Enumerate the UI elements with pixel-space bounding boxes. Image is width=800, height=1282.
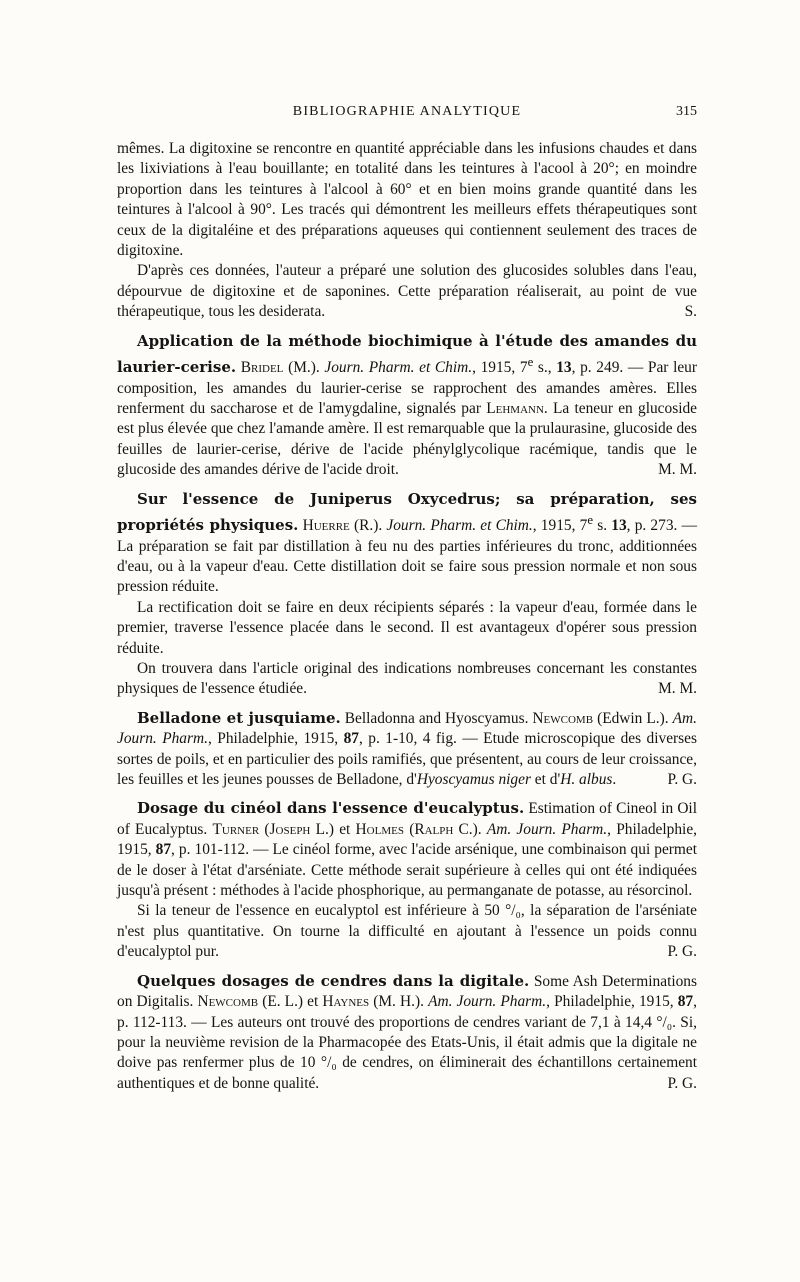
species-name: Hyoscyamus niger <box>416 771 531 789</box>
volume: 87 <box>343 730 359 748</box>
body-text <box>117 139 697 1094</box>
article-digitale: Quelques dosages de cendres dans la digitale. Some Ash Determinations on Digitalis. Newcomb (E. L.) et Haynes (M. H.). Am. Journ. Pharm., Philadelphie, 1915, 87, p. 112-113. — Les auteurs ont trouvé des proportions de cendres variant de 7,1 à 14,4 °/₀. Si, pour la neuvième revision de la Pharmacopée des Etats-Unis, il était admis que la digitale ne doive pas renfermer plus de 10 °/₀ de cendres, on éliminerait des échantillons certainement authentiques et de bonne qualité. P. G. <box>117 971 697 1094</box>
signature: M. M. <box>658 680 697 698</box>
species-name: H. albus <box>560 771 613 789</box>
journal-title: Am. Journ. Pharm. <box>117 709 697 748</box>
signature: P. G. <box>667 1074 697 1092</box>
intro-paragraph-2: D'après ces données, l'auteur a préparé une solution des glucosides solubles dans l'eau, dépourvue de digitoxine et de saponines. Cette préparation réaliserait, au point de vue thérapeutique, tous les desiderata. S. <box>117 261 697 322</box>
header-title: BIBLIOGRAPHIE ANALYTIQUE <box>292 104 522 119</box>
signature: P. G. <box>667 771 697 789</box>
article-cineol-paragraph-2: Si la teneur de l'essence en eucalyptol est inférieure à 50 °/₀, la séparation de l'arséniate n'est plus quantitative. On tourne la difficulté en ajoutant à l'essence un poids connu d'eucalyptol pur. P. G. <box>117 901 697 962</box>
article-laurier-cerise: Application de la méthode biochimique à l'étude des amandes du laurier-cerise. Bridel (M.). Journ. Pharm. et Chim., 1915, 7e s., 13, p. 249. — Par leur composition, les amandes du laurier-cerise se rapprochent des amandes amères. Elles renferment du saccharose et de l'amygdaline, signalés par Lehmann. La teneur en glucoside est plus élevée que chez l'amande amère. Il est remarquable que la prulaurasine, glucoside des feuilles de laurier-cerise, dérive de l'acide phénylglycolique racémique, tandis que le glucoside des amandes dérive de l'acide droit. M. M. <box>117 331 697 481</box>
cited-author: Lehmann <box>486 400 544 417</box>
author-name: Newcomb <box>197 993 259 1011</box>
journal-title: Journ. Pharm. et Chim. <box>386 517 533 535</box>
page-number: 315 <box>676 104 697 119</box>
article-juniperus: Sur l'essence de Juniperus Oxycedrus; sa préparation, ses propriétés physiques. Huerre (R.). Journ. Pharm. et Chim., 1915, 7e s. 13, p. 273. — La préparation se fait par distillation à feu nu des parties inférieures du tronc, additionnées d'eau, ou à la vapeur d'eau. Cette distillation doit se faire sous pression normale et non sous pression réduite. <box>117 489 697 596</box>
article-juniperus-paragraph-3: On trouvera dans l'article original des indications nombreuses concernant les constantes physiques de l'essence étudiée. M. M. <box>117 659 697 700</box>
signature: S. <box>684 303 697 321</box>
article-heading: Sur l'essence de Juniperus Oxycedrus; sa préparation, ses propriétés physiques. <box>117 489 697 535</box>
author-name: Haynes <box>322 993 370 1011</box>
article-juniperus-paragraph-2: La rectification doit se faire en deux récipients séparés : la vapeur d'eau, formée dans le premier, traverse l'essence placée dans le second. Il est avantageux d'opérer sous pression réduite. <box>117 598 697 657</box>
author-name: Newcomb <box>532 709 594 727</box>
article-heading: Application de la méthode biochimique à l'étude des amandes du laurier-cerise. <box>117 331 697 377</box>
journal-title: Journ. Pharm. et Chim. <box>324 359 473 377</box>
volume: 87 <box>155 841 172 859</box>
signature: P. G. <box>667 943 697 961</box>
article-heading: Quelques dosages de cendres dans la digitale. <box>137 971 530 990</box>
article-heading: Belladone et jusquiame. <box>137 708 341 727</box>
article-cineol: Dosage du cinéol dans l'essence d'eucalyptus. Estimation of Cineol in Oil of Eucalyptus. Turner (Joseph L.) et Holmes (Ralph C.). Am. Journ. Pharm., Philadelphie, 1915, 87, p. 101-112. — Le cinéol forme, avec l'acide arsénique, une combinaison qui permet de le doser à l'état d'arséniate. Cette méthode serait supérieure à celles qui ont été indiquées jusqu'à présent : méthodes à l'acide phosphorique, au permanganate de potasse, au résorcinol. <box>117 799 698 900</box>
volume: 87 <box>677 993 694 1011</box>
author-name: Turner <box>212 820 260 838</box>
intro-paragraph-1: mêmes. La digitoxine se rencontre en quantité appréciable dans les infusions chaudes et dans les lixiviations à l'eau bouillante; en totalité dans les teintures à l'acool à 20°; en moindre proportion dans les teintures à l'alcool à 60° et en bien moins grande quantité dans les teintures à l'alcool à 90°. Les tracés qui démontrent les meilleurs effets thérapeutiques sont ceux de la digitaléine et des préparations aqueuses qui contiennent seulement des traces de digitoxine. <box>117 140 697 260</box>
author-name: Huerre <box>302 517 350 535</box>
article-belladone: Belladone et jusquiame. Belladonna and Hyoscyamus. Newcomb (Edwin L.). Am. Journ. Pharm., Philadelphie, 1915, 87, p. 1-10, 4 fig. — Etude microscopique des diverses sortes de poils, et en particulier des poils ramifiés, que présentent, au cours de leur croissance, les feuilles et les jeunes pousses de Belladone, d'Hyoscyamus niger et d'H. albus. P. G. <box>117 708 697 791</box>
volume: 13 <box>556 359 572 377</box>
article-heading: Dosage du cinéol dans l'essence d'eucalyptus. <box>137 799 525 818</box>
signature: M. M. <box>658 461 697 479</box>
author-name: Holmes <box>355 820 404 838</box>
journal-title: Am. Journ. Pharm. <box>428 993 547 1011</box>
running-header <box>117 104 697 124</box>
author-name: Bridel <box>240 359 284 377</box>
volume: 13 <box>611 517 627 535</box>
journal-title: Am. Journ. Pharm. <box>486 820 608 838</box>
